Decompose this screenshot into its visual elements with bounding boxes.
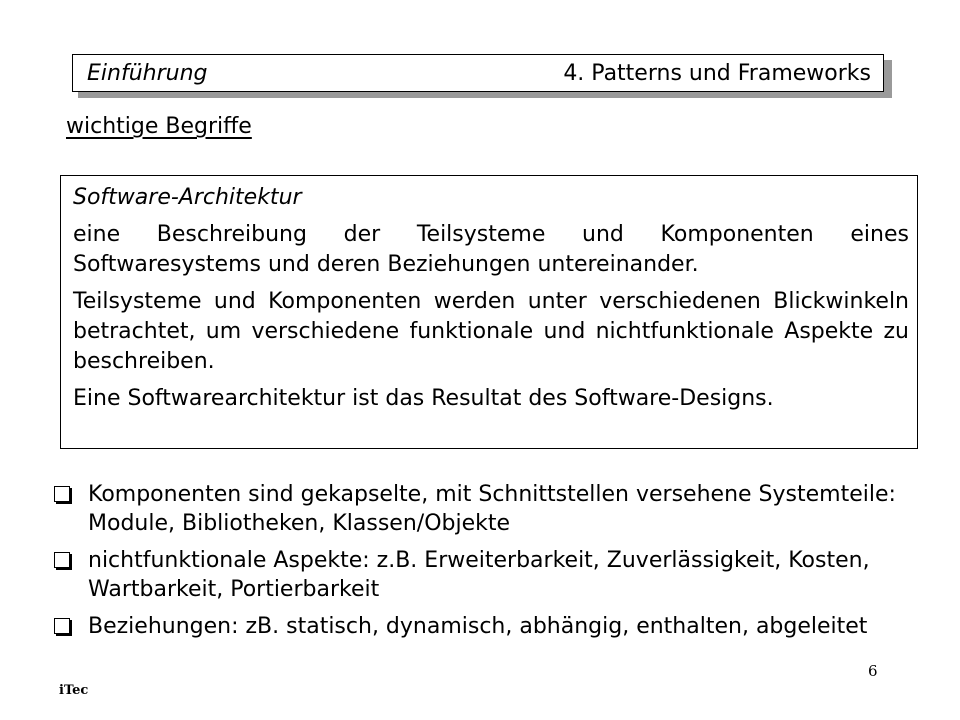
bullet-text: nichtfunktionale Aspekte: z.B. Erweiterbarkeit, Zuverlässigkeit, Kosten, Wartbarkeit, Portierbarkeit: [88, 548, 870, 602]
header-section-title: Einführung: [87, 61, 208, 86]
bullet-item: [50, 612, 954, 641]
bullet-item: [50, 546, 954, 604]
definition-paragraph: Teilsysteme und Komponenten werden unter verschiedenen Blickwinkeln betrachtet, um verschiedene funktionale und nichtfunktionale Aspekte zu beschreiben.: [73, 289, 909, 374]
definition-box: [60, 175, 918, 449]
bullet-text: Komponenten sind gekapselte, mit Schnittstellen versehene Systemteile: Module, Bibliotheken, Klassen/Objekte: [88, 482, 896, 536]
page-number: 6: [868, 662, 878, 680]
footer-brand: iTec: [59, 683, 89, 698]
bullet-text: Beziehungen: zB. statisch, dynamisch, abhängig, enthalten, abgeleitet: [88, 614, 868, 639]
subtitle: wichtige Begriffe: [66, 114, 252, 139]
definition-title: Software-Architektur: [73, 185, 302, 210]
checkbox-bullet-icon: [54, 486, 70, 502]
definition-paragraph: Eine Softwarearchitektur ist das Resultat des Software-Designs.: [73, 386, 774, 411]
header-chapter-title: 4. Patterns und Frameworks: [563, 61, 871, 86]
checkbox-bullet-icon: [54, 618, 70, 634]
bullet-list: [50, 480, 954, 649]
header-box: [72, 54, 884, 92]
checkbox-bullet-icon: [54, 552, 70, 568]
definition-paragraph: eine Beschreibung der Teilsysteme und Komponenten eines Softwaresystems und deren Beziehungen untereinander.: [73, 222, 909, 277]
bullet-item: [50, 480, 954, 538]
